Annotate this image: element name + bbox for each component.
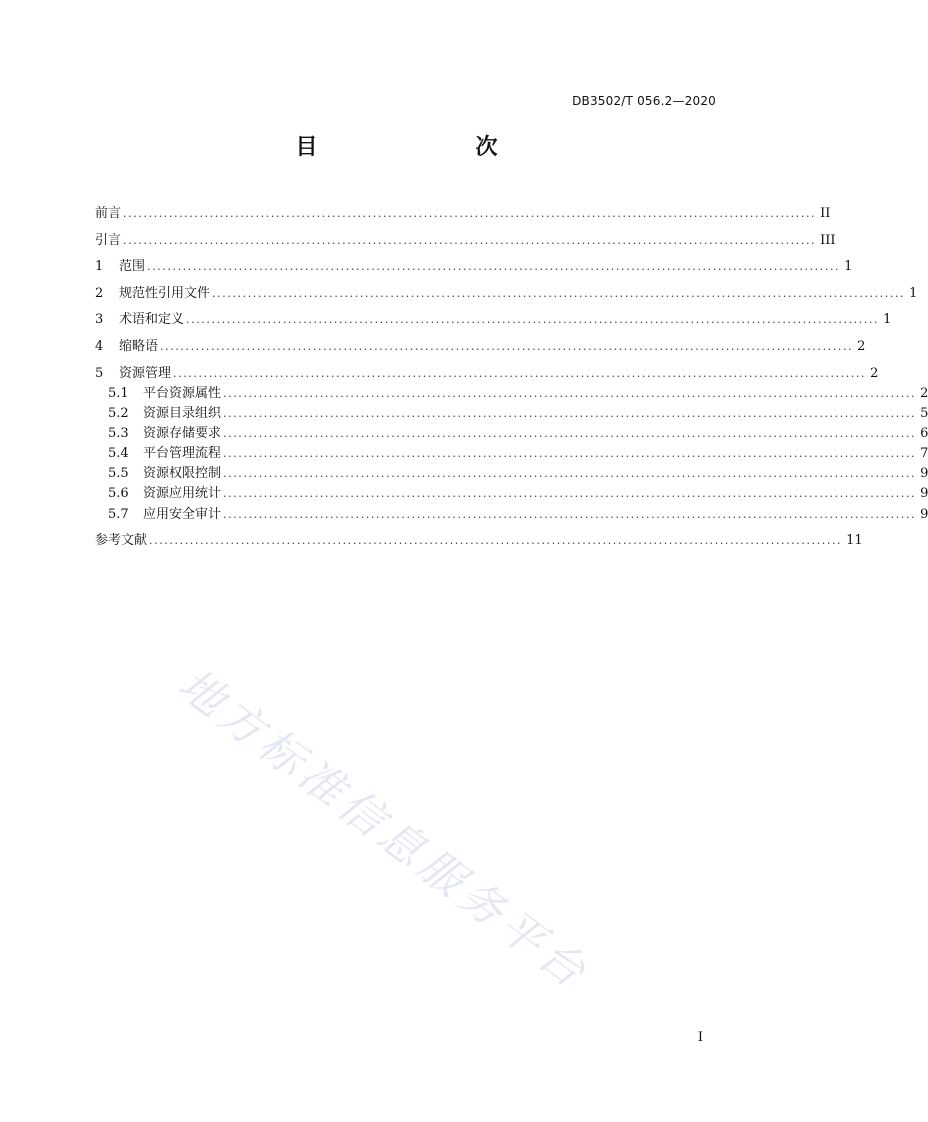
toc-entry-5-2[interactable] — [108, 404, 928, 424]
toc-leader-dots: ........................................................................................................................................ — [223, 508, 917, 521]
toc-entry-number: 5.6 — [108, 486, 129, 501]
toc-entry-number: 1 — [95, 259, 104, 274]
toc-leader-dots: ........................................................................................................................................ — [223, 467, 917, 480]
toc-page-number: III — [820, 233, 836, 248]
toc-page-number: 5 — [920, 406, 928, 421]
toc-entry-5-1[interactable] — [108, 384, 928, 404]
toc-entry-title: 引言 — [95, 233, 122, 248]
toc-entry-2[interactable] — [95, 284, 918, 304]
toc-entry-4[interactable] — [95, 337, 866, 357]
toc-page-number: 2 — [870, 366, 879, 381]
toc-entry-number: 5.4 — [108, 446, 129, 461]
toc-leader-dots: ........................................................................................................................................ — [123, 234, 817, 247]
toc-page-number: 1 — [883, 312, 892, 327]
toc-page-number: 1 — [909, 286, 918, 301]
toc-entry-title: 资源应用统计 — [143, 486, 222, 501]
toc-leader-dots: ........................................................................................................................................ — [212, 287, 906, 300]
toc-entry-title: 参考文献 — [95, 533, 148, 548]
toc-entry-number: 4 — [95, 339, 104, 354]
toc-leader-dots: ........................................................................................................................................ — [173, 367, 867, 380]
page-number: I — [697, 1030, 703, 1045]
toc-entry-number: 5.1 — [108, 386, 129, 401]
toc-entry-references[interactable] — [95, 531, 863, 551]
toc-leader-dots: ........................................................................................................................................ — [147, 260, 841, 273]
toc-leader-dots: ........................................................................................................................................ — [149, 534, 843, 547]
toc-entry-3[interactable] — [95, 310, 892, 330]
toc-entry-5-6[interactable] — [108, 484, 928, 504]
toc-page-number: 6 — [920, 426, 928, 441]
toc-entry-title: 资源存储要求 — [143, 426, 222, 441]
toc-entry-title: 缩略语 — [119, 339, 159, 354]
toc-entry-title: 资源权限控制 — [143, 466, 222, 481]
toc-entry-5-7[interactable] — [108, 505, 928, 525]
toc-entry-number: 2 — [95, 286, 104, 301]
toc-entry-title: 平台管理流程 — [143, 446, 222, 461]
toc-entry-number: 5 — [95, 366, 104, 381]
toc-entry-title: 前言 — [95, 206, 122, 221]
toc-entry-number: 3 — [95, 312, 104, 327]
toc-leader-dots: ........................................................................................................................................ — [223, 447, 917, 460]
toc-page-number: 11 — [846, 533, 863, 548]
toc-entry-title: 规范性引用文件 — [119, 286, 211, 301]
toc-leader-dots: ........................................................................................................................................ — [223, 427, 917, 440]
toc-page-number: 7 — [920, 446, 928, 461]
toc-entry-number: 5.7 — [108, 507, 129, 522]
toc-entry-title: 资源管理 — [119, 366, 172, 381]
toc-entry-5[interactable] — [95, 364, 879, 384]
toc-leader-dots: ........................................................................................................................................ — [223, 407, 917, 420]
toc-entry-title: 术语和定义 — [119, 312, 185, 327]
watermark-text: 地方标准信息服务平台 — [168, 658, 599, 1001]
toc-entry-title: 应用安全审计 — [143, 507, 222, 522]
toc-entry-1[interactable] — [95, 257, 853, 277]
toc-entry-number: 5.2 — [108, 406, 129, 421]
toc-entry-title: 平台资源属性 — [143, 386, 222, 401]
toc-entry-5-4[interactable] — [108, 444, 928, 464]
toc-page-number: 9 — [920, 486, 928, 501]
toc-entry-foreword[interactable] — [95, 204, 831, 224]
toc-page-number: 9 — [920, 507, 928, 522]
toc-leader-dots: ........................................................................................................................................ — [160, 340, 854, 353]
toc-entry-number: 5.5 — [108, 466, 129, 481]
toc-entry-5-5[interactable] — [108, 464, 928, 484]
toc-page-number: II — [820, 206, 831, 221]
page-title: 目 次 — [295, 135, 536, 160]
toc-entry-5-3[interactable] — [108, 424, 928, 444]
toc-leader-dots: ........................................................................................................................................ — [186, 313, 880, 326]
toc-page-number: 9 — [920, 466, 928, 481]
toc-entry-title: 资源目录组织 — [143, 406, 222, 421]
toc-page-number: 1 — [844, 259, 853, 274]
toc-leader-dots: ........................................................................................................................................ — [223, 387, 917, 400]
toc-page-number: 2 — [857, 339, 866, 354]
toc-entry-number: 5.3 — [108, 426, 129, 441]
document-code: DB3502/T 056.2—2020 — [572, 94, 716, 108]
toc-page-number: 2 — [920, 386, 928, 401]
toc-entry-introduction[interactable] — [95, 231, 836, 251]
toc-entry-title: 范围 — [119, 259, 146, 274]
toc-leader-dots: ........................................................................................................................................ — [123, 207, 817, 220]
toc-leader-dots: ........................................................................................................................................ — [223, 487, 917, 500]
